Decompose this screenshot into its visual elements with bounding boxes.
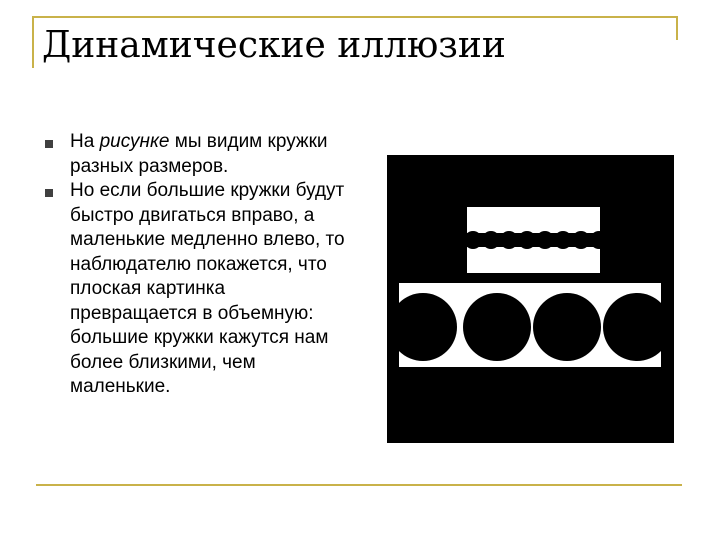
small-band-top-strip — [467, 207, 600, 233]
small-circle — [482, 231, 500, 249]
small-circle — [572, 231, 590, 249]
bullet-item-1 — [44, 130, 349, 179]
small-circle — [536, 231, 554, 249]
bullet-list — [44, 130, 349, 400]
square-bullet-icon — [45, 189, 53, 197]
bullet-1-emphasis: рисунке — [99, 131, 170, 152]
large-circle — [389, 293, 457, 361]
illusion-image — [387, 155, 674, 443]
small-circle — [518, 231, 536, 249]
large-circle — [603, 293, 671, 361]
frame-line-top — [32, 16, 678, 18]
bullet-1-text-end: мы видим кружки разных размеров. — [70, 131, 328, 177]
slide-title: Динамические иллюзии — [42, 25, 506, 66]
bullet-1-text-start: На — [70, 131, 100, 152]
small-circle — [500, 231, 518, 249]
square-bullet-icon — [45, 140, 53, 148]
frame-line-bottom — [36, 484, 682, 486]
small-circle — [464, 231, 482, 249]
frame-line-left — [32, 16, 34, 68]
small-circle — [590, 231, 608, 249]
small-band-bottom-strip — [467, 247, 600, 273]
bullet-item-2 — [44, 179, 349, 400]
frame-line-right — [676, 16, 678, 40]
large-circle — [533, 293, 601, 361]
small-circle — [554, 231, 572, 249]
large-circle — [463, 293, 531, 361]
bullet-2-text: Но если большие кружки будут быстро двигаться вправо, а маленькие медленно влево, то наблюдателю покажется, что плоская картинка превращается в объемную: большие кружки кажутся нам более близкими, чем маленькие. — [70, 180, 345, 397]
